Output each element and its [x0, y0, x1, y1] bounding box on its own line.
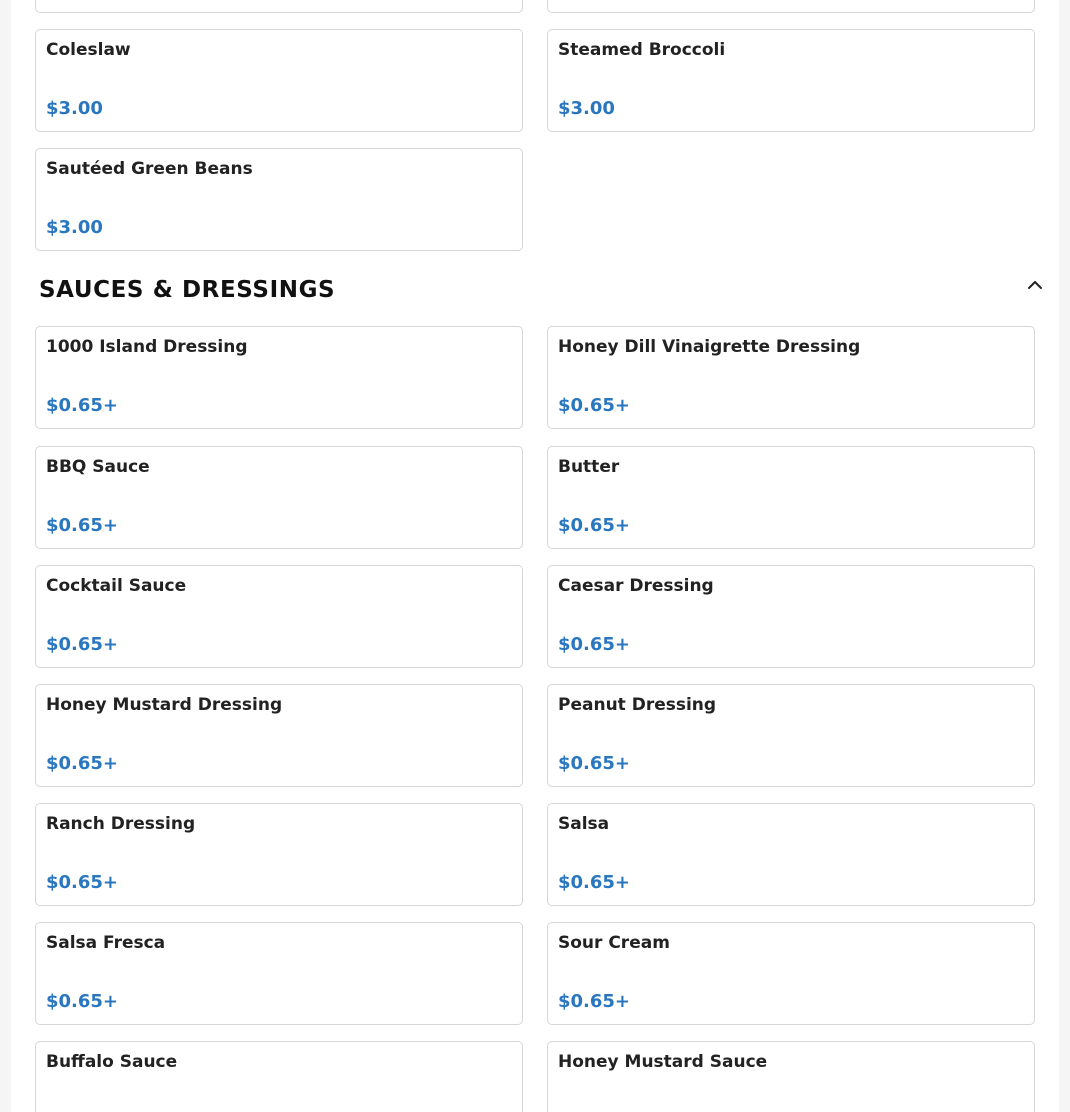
menu-item-card[interactable] — [35, 565, 523, 668]
menu-item-price: $0.65+ — [558, 753, 631, 774]
menu-item-name: Salsa Fresca — [46, 933, 166, 953]
menu-item-price: $0.65+ — [46, 395, 119, 416]
menu-item-price: $0.65+ — [558, 515, 631, 536]
menu-item-name: Steamed Broccoli — [558, 40, 726, 60]
menu-page — [11, 0, 1059, 1112]
menu-item-card[interactable] — [35, 0, 523, 13]
menu-item-card[interactable] — [547, 1041, 1035, 1112]
section-header-sauces[interactable] — [35, 265, 1045, 315]
menu-item-price: $0.65+ — [558, 991, 631, 1012]
menu-item-name: Ranch Dressing — [46, 814, 196, 834]
menu-item-card[interactable] — [35, 326, 523, 429]
menu-item-name: Salsa — [558, 814, 610, 834]
menu-item-price: $0.65+ — [558, 872, 631, 893]
menu-item-price: $0.65+ — [46, 753, 119, 774]
menu-item-price: $3.00 — [558, 98, 615, 119]
menu-item-name: Buffalo Sauce — [46, 1052, 178, 1072]
menu-item-card[interactable] — [35, 446, 523, 549]
menu-item-name: BBQ Sauce — [46, 457, 150, 477]
menu-item-name: Sour Cream — [558, 933, 670, 953]
menu-item-card[interactable] — [547, 0, 1035, 13]
menu-item-name: Butter — [558, 457, 620, 477]
menu-item-card[interactable] — [547, 446, 1035, 549]
menu-item-card[interactable] — [35, 29, 523, 132]
menu-item-card[interactable] — [35, 1041, 523, 1112]
menu-item-name: Peanut Dressing — [558, 695, 717, 715]
menu-item-card[interactable] — [547, 326, 1035, 429]
menu-item-price: $0.65+ — [46, 872, 119, 893]
menu-item-card[interactable] — [547, 565, 1035, 668]
section-title: SAUCES & DRESSINGS — [39, 277, 336, 303]
menu-item-card[interactable] — [35, 148, 523, 251]
menu-item-name: Honey Dill Vinaigrette Dressing — [558, 337, 861, 357]
menu-item-price: $0.65+ — [46, 515, 119, 536]
menu-item-name: Caesar Dressing — [558, 576, 714, 596]
menu-item-name: Cocktail Sauce — [46, 576, 187, 596]
menu-item-card[interactable] — [547, 29, 1035, 132]
menu-item-name: Sautéed Green Beans — [46, 159, 253, 179]
menu-item-price: $3.00 — [46, 98, 103, 119]
menu-item-name: Honey Mustard Dressing — [46, 695, 283, 715]
menu-item-name: 1000 Island Dressing — [46, 337, 248, 357]
menu-item-card[interactable] — [547, 922, 1035, 1025]
menu-item-card[interactable] — [547, 684, 1035, 787]
menu-item-card[interactable] — [547, 803, 1035, 906]
menu-item-card[interactable] — [35, 684, 523, 787]
menu-item-name: Honey Mustard Sauce — [558, 1052, 768, 1072]
menu-item-card[interactable] — [35, 922, 523, 1025]
menu-item-name: Coleslaw — [46, 40, 131, 60]
chevron-up-icon[interactable] — [1025, 275, 1045, 295]
menu-item-price: $0.65+ — [558, 634, 631, 655]
menu-item-price: $0.65+ — [46, 991, 119, 1012]
menu-item-card[interactable] — [35, 803, 523, 906]
menu-item-price: $3.00 — [46, 217, 103, 238]
menu-item-price: $0.65+ — [46, 634, 119, 655]
menu-item-price: $0.65+ — [558, 395, 631, 416]
